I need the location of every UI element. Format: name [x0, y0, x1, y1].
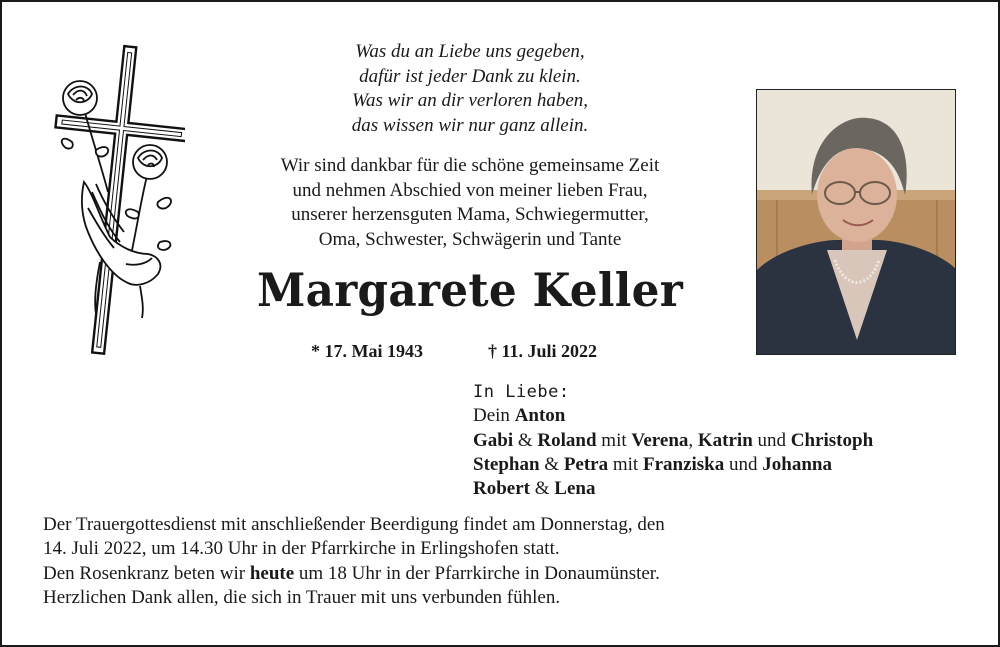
service-line: Der Trauergottesdienst mit anschließender Beerdigung findet am Donnerstag, den [43, 514, 665, 535]
family-text: und [757, 429, 787, 451]
intro-line: Oma, Schwester, Schwägerin und Tante [318, 228, 622, 250]
deceased-name: Margarete Keller [256, 263, 684, 317]
intro-line: Wir sind dankbar für die schöne gemeinsame Zeit [280, 155, 660, 176]
service-line: 14. Juli 2022, um 14.30 Uhr in der Pfarrkirche in Erlingshofen statt. [43, 538, 560, 560]
poem-line: Was wir an dir verloren haben, [351, 90, 589, 111]
cross-roses-praying-hands-icon [40, 42, 185, 360]
family-member: Anton [514, 405, 566, 427]
family-member: Johanna [762, 453, 832, 475]
family-member: Christoph [790, 429, 874, 451]
family-text: und [729, 453, 758, 475]
memorial-poem [250, 40, 690, 138]
family-member: Verena [631, 429, 689, 451]
family-text: & [517, 429, 533, 451]
family-line [473, 477, 983, 501]
portrait-photo [756, 89, 956, 355]
poem-line: dafür ist jeder Dank zu klein. [359, 65, 581, 87]
service-emphasis: heute [249, 562, 295, 584]
family-line [473, 453, 983, 477]
poem-line: das wissen wir nur ganz allein. [351, 114, 589, 136]
service-line: Herzlichen Dank allen, die sich in Trauer mit uns verbunden fühlen. [43, 586, 561, 608]
family-line [473, 404, 983, 428]
family-member: Gabi [473, 429, 514, 451]
family-member: Katrin [697, 429, 753, 451]
intro-text [200, 154, 740, 252]
poem-line: Was du an Liebe uns gegeben, [355, 41, 585, 62]
family-heading: In Liebe: [473, 382, 570, 402]
family-member: Petra [563, 453, 609, 475]
family-member: Roland [537, 429, 597, 451]
family-member: Franziska [642, 453, 725, 475]
family-line [473, 429, 983, 453]
family-text: & [534, 478, 550, 500]
service-text: Den Rosenkranz beten wir [43, 562, 246, 584]
birth-date: * 17. Mai 1943 [311, 341, 423, 361]
family-member: Robert [473, 478, 530, 500]
family-text: mit [601, 429, 627, 451]
family-text: & [544, 453, 560, 475]
family-signatures [473, 380, 983, 501]
service-text: um 18 Uhr in der Pfarrkirche in Donaumünster. [298, 562, 660, 584]
family-text: , [688, 429, 694, 451]
family-text: mit [612, 453, 639, 475]
service-line [43, 562, 963, 586]
death-date: † 11. Juli 2022 [488, 341, 598, 361]
intro-line: unserer herzensguten Mama, Schwiegermutter, [291, 204, 649, 225]
family-member: Lena [554, 478, 596, 500]
family-text: Dein [473, 405, 510, 427]
service-info [43, 513, 963, 610]
family-member: Stephan [473, 453, 540, 475]
intro-line: und nehmen Abschied von meiner lieben Frau, [292, 179, 648, 201]
